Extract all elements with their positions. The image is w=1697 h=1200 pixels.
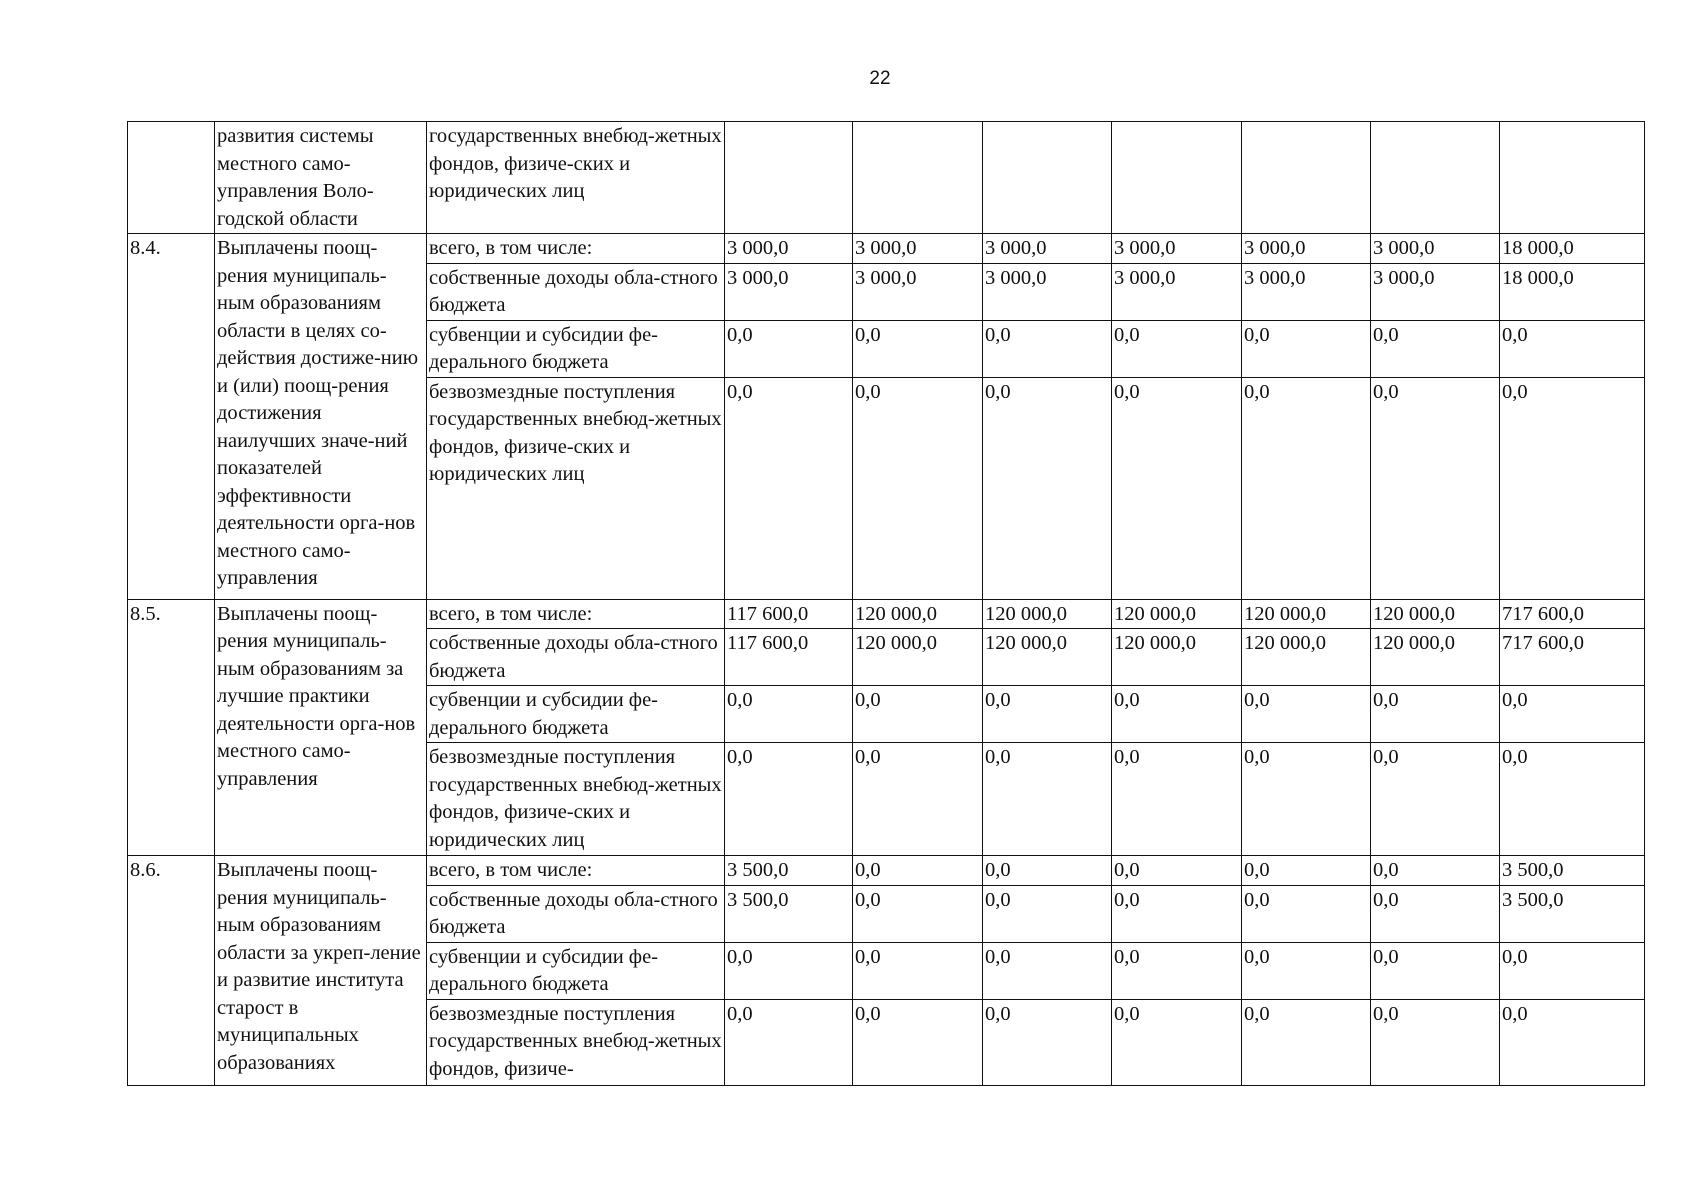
total-value-cell: 18 000,0 — [1500, 234, 1645, 264]
year-value-cell: 120 000,0 — [1242, 629, 1371, 686]
year-value-cell: 120 000,0 — [1112, 629, 1242, 686]
section-title: развития системы местного само-управления Воло-годской области — [215, 122, 427, 234]
year-value-cell: 120 000,0 — [853, 629, 983, 686]
total-value-cell: 18 000,0 — [1500, 263, 1645, 320]
funding-source: всего, в том числе: — [427, 599, 725, 629]
year-value-cell — [1112, 122, 1242, 234]
total-value-cell: 3 500,0 — [1500, 856, 1645, 886]
year-value-cell: 0,0 — [983, 320, 1112, 377]
year-value-cell: 0,0 — [983, 377, 1112, 599]
funding-source: собственные доходы обла-стного бюджета — [427, 629, 725, 686]
year-value-cell: 0,0 — [1371, 686, 1500, 743]
year-value-cell: 0,0 — [1112, 856, 1242, 886]
section-title: Выплачены поощ-рения муниципаль-ным образованиям области в целях со-действия достиже-нию и (или) поощ-рения достижения наилучших значе-ний показателей эффективности деятельности орга-нов местного само-управления — [215, 234, 427, 600]
year-value-cell: 3 000,0 — [853, 234, 983, 264]
year-value-cell: 0,0 — [1112, 999, 1242, 1085]
total-value-cell: 0,0 — [1500, 377, 1645, 599]
funding-source: собственные доходы обла-стного бюджета — [427, 263, 725, 320]
year-value-cell: 0,0 — [725, 686, 853, 743]
year-value-cell: 0,0 — [1112, 743, 1242, 856]
year-value-cell: 0,0 — [1371, 320, 1500, 377]
total-value-cell: 0,0 — [1500, 686, 1645, 743]
year-value-cell: 0,0 — [1242, 885, 1371, 942]
section-number: 8.4. — [128, 234, 215, 600]
year-value-cell: 120 000,0 — [1112, 599, 1242, 629]
year-value-cell: 3 000,0 — [1371, 263, 1500, 320]
section-title: Выплачены поощ-рения муниципаль-ным образованиям за лучшие практики деятельности орга-нов местного само-управления — [215, 599, 427, 856]
year-value-cell: 0,0 — [983, 942, 1112, 999]
year-value-cell: 120 000,0 — [983, 599, 1112, 629]
section-number: 8.6. — [128, 856, 215, 1086]
year-value-cell: 0,0 — [1371, 999, 1500, 1085]
total-value-cell: 0,0 — [1500, 999, 1645, 1085]
year-value-cell: 0,0 — [1371, 743, 1500, 856]
year-value-cell: 120 000,0 — [853, 599, 983, 629]
year-value-cell: 3 000,0 — [983, 234, 1112, 264]
funding-source: субвенции и субсидии фе-дерального бюджета — [427, 942, 725, 999]
year-value-cell: 0,0 — [1112, 686, 1242, 743]
total-value-cell: 717 600,0 — [1500, 629, 1645, 686]
total-value-cell: 3 500,0 — [1500, 885, 1645, 942]
table-row — [128, 234, 1645, 264]
year-value-cell: 0,0 — [983, 743, 1112, 856]
total-value-cell: 0,0 — [1500, 743, 1645, 856]
total-value-cell — [1500, 122, 1645, 234]
table-row — [128, 122, 1645, 234]
year-value-cell: 3 000,0 — [1242, 234, 1371, 264]
total-value-cell: 0,0 — [1500, 942, 1645, 999]
year-value-cell: 0,0 — [725, 999, 853, 1085]
year-value-cell: 0,0 — [1371, 856, 1500, 886]
year-value-cell: 3 000,0 — [1242, 263, 1371, 320]
year-value-cell: 0,0 — [1242, 377, 1371, 599]
year-value-cell — [1371, 122, 1500, 234]
section-number: 8.5. — [128, 599, 215, 856]
year-value-cell: 3 000,0 — [1112, 234, 1242, 264]
year-value-cell — [853, 122, 983, 234]
funding-source: безвозмездные поступления государственных внебюд-жетных фондов, физиче-ских и юридических лиц — [427, 743, 725, 856]
total-value-cell: 0,0 — [1500, 320, 1645, 377]
year-value-cell — [983, 122, 1112, 234]
year-value-cell: 0,0 — [725, 942, 853, 999]
year-value-cell: 3 500,0 — [725, 885, 853, 942]
section-title: Выплачены поощ-рения муниципаль-ным образованиям области за укреп-ление и развитие института старост в муниципальных образованиях — [215, 856, 427, 1086]
page-bottom-margin — [0, 1100, 1697, 1200]
year-value-cell: 0,0 — [983, 686, 1112, 743]
year-value-cell: 0,0 — [1242, 942, 1371, 999]
year-value-cell: 120 000,0 — [1371, 629, 1500, 686]
year-value-cell: 0,0 — [853, 885, 983, 942]
year-value-cell: 0,0 — [1112, 885, 1242, 942]
year-value-cell: 0,0 — [1371, 377, 1500, 599]
funding-source: безвозмездные поступления государственных внебюд-жетных фондов, физиче- — [427, 999, 725, 1085]
year-value-cell: 0,0 — [725, 377, 853, 599]
year-value-cell: 0,0 — [725, 743, 853, 856]
year-value-cell: 120 000,0 — [1371, 599, 1500, 629]
funding-source: всего, в том числе: — [427, 234, 725, 264]
total-value-cell: 717 600,0 — [1500, 599, 1645, 629]
year-value-cell: 0,0 — [853, 320, 983, 377]
year-value-cell — [1242, 122, 1371, 234]
year-value-cell: 3 000,0 — [853, 263, 983, 320]
year-value-cell: 3 500,0 — [725, 856, 853, 886]
year-value-cell: 0,0 — [853, 942, 983, 999]
year-value-cell: 0,0 — [983, 885, 1112, 942]
page-number: 22 — [869, 68, 891, 89]
funding-source: субвенции и субсидии фе-дерального бюджета — [427, 320, 725, 377]
year-value-cell: 0,0 — [853, 999, 983, 1085]
year-value-cell: 120 000,0 — [1242, 599, 1371, 629]
funding-source: субвенции и субсидии фе-дерального бюджета — [427, 686, 725, 743]
year-value-cell: 0,0 — [1242, 999, 1371, 1085]
year-value-cell: 0,0 — [983, 856, 1112, 886]
year-value-cell: 3 000,0 — [725, 263, 853, 320]
year-value-cell: 0,0 — [853, 686, 983, 743]
year-value-cell: 0,0 — [1242, 320, 1371, 377]
year-value-cell: 0,0 — [1112, 942, 1242, 999]
year-value-cell: 117 600,0 — [725, 599, 853, 629]
funding-source: собственные доходы обла-стного бюджета — [427, 885, 725, 942]
year-value-cell: 3 000,0 — [983, 263, 1112, 320]
year-value-cell: 0,0 — [725, 320, 853, 377]
funding-source: государственных внебюд-жетных фондов, физиче-ских и юридических лиц — [427, 122, 725, 234]
year-value-cell: 0,0 — [1371, 942, 1500, 999]
year-value-cell: 0,0 — [1242, 856, 1371, 886]
year-value-cell: 3 000,0 — [725, 234, 853, 264]
budget-table — [127, 121, 1645, 1086]
year-value-cell — [725, 122, 853, 234]
year-value-cell: 3 000,0 — [1371, 234, 1500, 264]
year-value-cell: 0,0 — [1242, 686, 1371, 743]
year-value-cell: 120 000,0 — [983, 629, 1112, 686]
year-value-cell: 0,0 — [1112, 320, 1242, 377]
funding-source: всего, в том числе: — [427, 856, 725, 886]
year-value-cell: 0,0 — [1371, 885, 1500, 942]
section-number — [128, 122, 215, 234]
funding-source: безвозмездные поступления государственных внебюд-жетных фондов, физиче-ских и юридических лиц — [427, 377, 725, 599]
year-value-cell: 117 600,0 — [725, 629, 853, 686]
year-value-cell: 0,0 — [853, 743, 983, 856]
year-value-cell: 0,0 — [853, 856, 983, 886]
table-row — [128, 599, 1645, 629]
year-value-cell: 0,0 — [1112, 377, 1242, 599]
year-value-cell: 0,0 — [1242, 743, 1371, 856]
year-value-cell: 0,0 — [853, 377, 983, 599]
year-value-cell: 3 000,0 — [1112, 263, 1242, 320]
table-row — [128, 856, 1645, 886]
year-value-cell: 0,0 — [983, 999, 1112, 1085]
